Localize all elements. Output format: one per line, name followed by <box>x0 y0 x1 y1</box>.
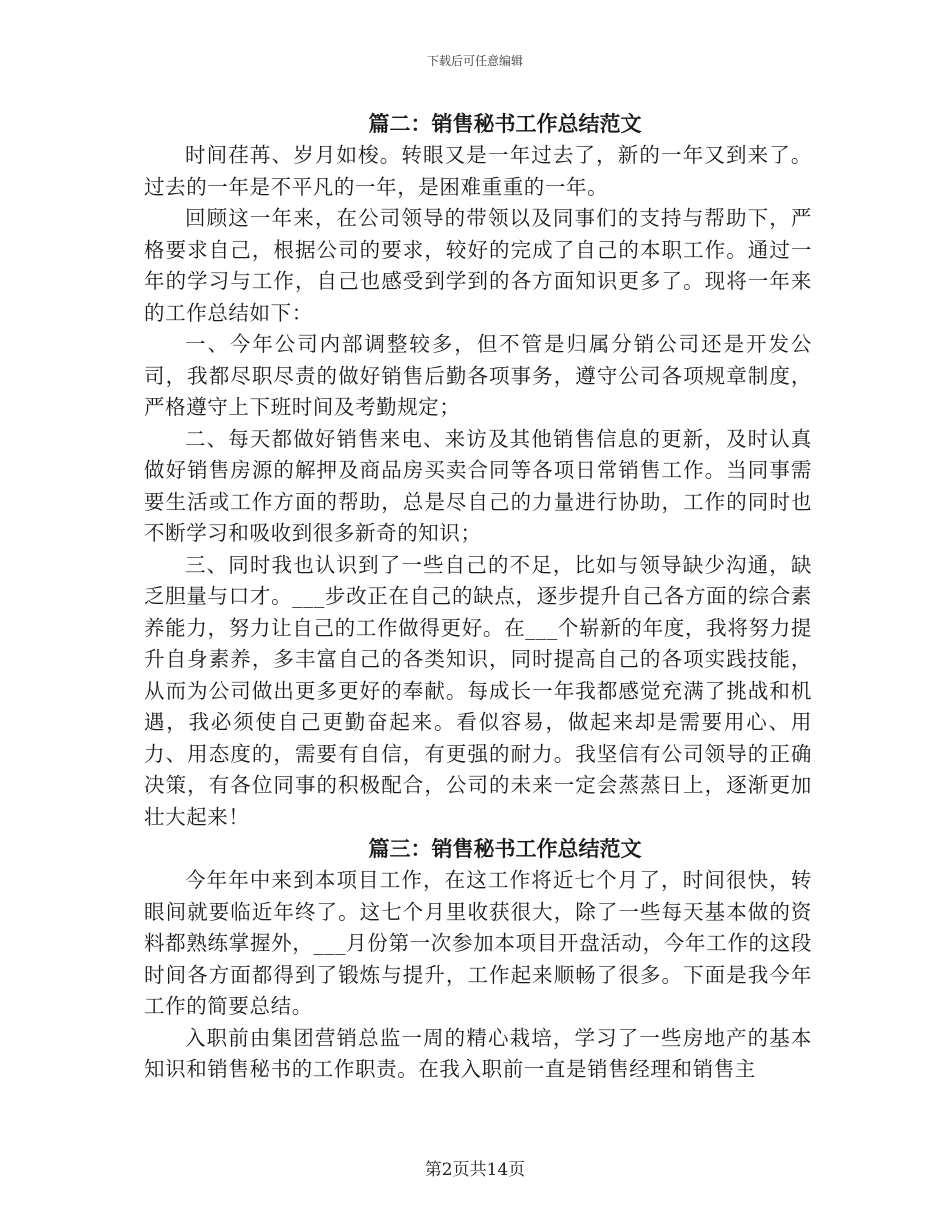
header-note: 下载后可任意编辑 <box>426 54 523 68</box>
paragraph: 入职前由集团营销总监一周的精心栽培，学习了一些房地产的基本知识和销售秘书的工作职责。在我入职前一直是销售经理和销售主 <box>144 1025 812 1081</box>
page-number: 第2页共14页 <box>424 1160 526 1180</box>
document-body <box>144 108 812 1086</box>
paragraph: 二、每天都做好销售来电、来访及其他销售信息的更新，及时认真做好销售房源的解押及商品房买卖合同等各项日常销售工作。当同事需要生活或工作方面的帮助，总是尽自己的力量进行协助，工作的同时也不断学习和吸收到很多新奇的知识； <box>144 426 812 545</box>
section-title: 篇三：销售秘书工作总结范文 <box>368 836 642 861</box>
paragraph: 一、今年公司内部调整较多，但不管是归属分销公司还是开发公司，我都尽职尽责的做好销售后勤各项事务，遵守公司各项规章制度，严格遵守上下班时间及考勤规定； <box>144 332 812 419</box>
paragraph: 回顾这一年来，在公司领导的带领以及同事们的支持与帮助下，严格要求自己，根据公司的要求，较好的完成了自己的本职工作。通过一年的学习与工作，自己也感受到学到的各方面知识更多了。现将一年来的工作总结如下： <box>144 206 812 325</box>
paragraph: 时间荏苒、岁月如梭。转眼又是一年过去了，新的一年又到来了。过去的一年是不平凡的一年，是困难重重的一年。 <box>144 143 812 199</box>
paragraph: 今年年中来到本项目工作，在这工作将近七个月了，时间很快，转眼间就要临近年终了。这七个月里收获很大，除了一些每天基本做的资料都熟练掌握外，___月份第一次参加本项目开盘活动，今年工作的这段时间各方面都得到了锻炼与提升，工作起来顺畅了很多。下面是我今年工作的简要总结。 <box>144 868 812 1018</box>
paragraph: 三、同时我也认识到了一些自己的不足，比如与领导缺少沟通，缺乏胆量与口才。___步改正在自己的缺点，逐步提升自己各方面的综合素养能力，努力让自己的工作做得更好。在___个崭新的年度，我将努力提升自身素养，多丰富自己的各类知识，同时提高自己的各项实践技能，从而为公司做出更多更好的奉献。每成长一年我都感觉充满了挑战和机遇，我必须使自己更勤奋起来。看似容易，做起来却是需要用心、用力、用态度的，需要有自信，有更强的耐力。我坚信有公司领导的正确决策，有各位同事的积极配合，公司的未来一定会蒸蒸日上，逐渐更加壮大起来！ <box>144 552 812 829</box>
section-title: 篇二：销售秘书工作总结范文 <box>368 111 642 136</box>
